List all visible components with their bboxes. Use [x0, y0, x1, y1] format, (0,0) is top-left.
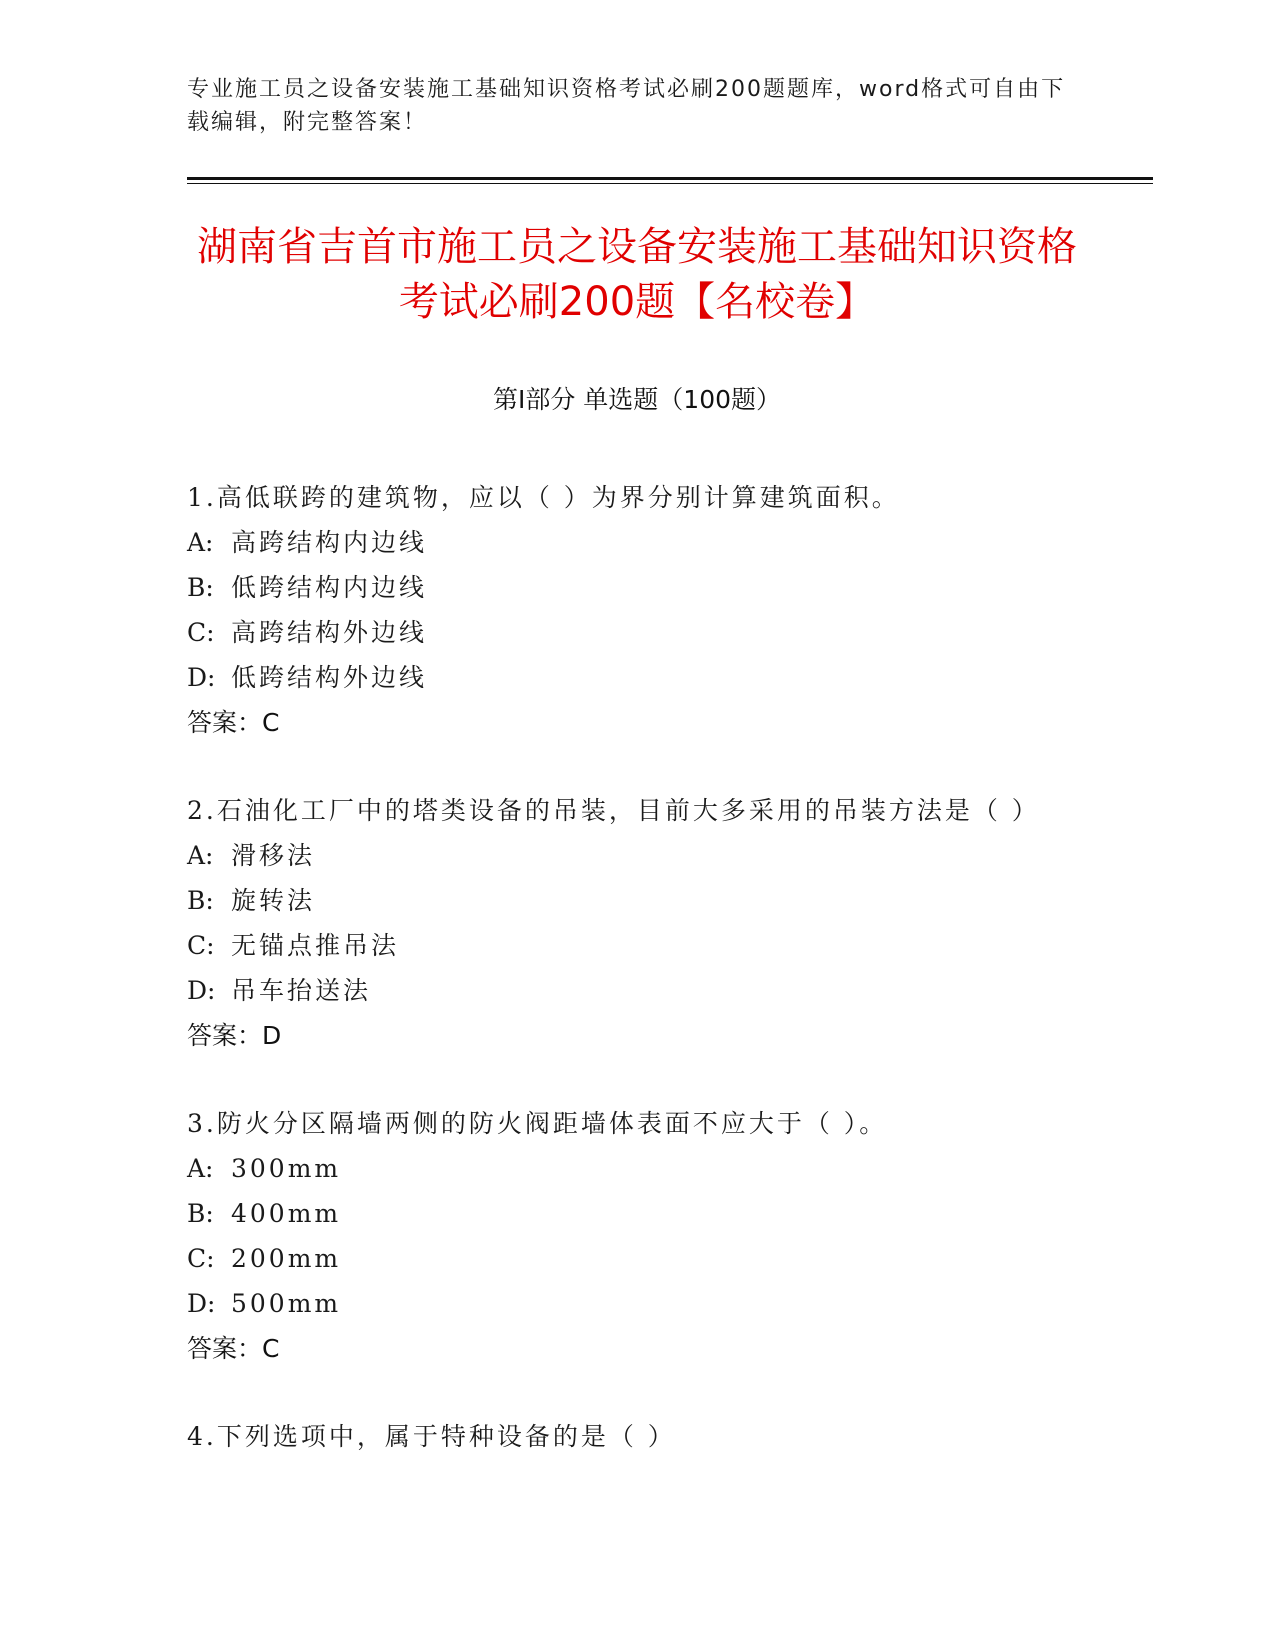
question-2 — [187, 788, 1087, 1058]
option-text: 旋转法 — [231, 886, 316, 915]
option-b — [187, 565, 1087, 610]
answer: 答案：C — [187, 1334, 280, 1363]
option-a — [187, 833, 1087, 878]
option-text: 滑移法 — [231, 841, 316, 870]
option-text: 500mm — [231, 1289, 342, 1318]
option-letter: C: — [187, 618, 215, 647]
question-stem: 2.石油化工厂中的塔类设备的吊装，目前大多采用的吊装方法是（ ） — [187, 796, 1040, 825]
option-letter: D: — [187, 1289, 216, 1318]
option-text: 300mm — [231, 1154, 342, 1183]
option-text: 高跨结构外边线 — [231, 618, 428, 647]
answer: 答案：D — [187, 1021, 282, 1050]
option-a — [187, 520, 1087, 565]
option-letter: B: — [187, 1199, 214, 1228]
option-letter: B: — [187, 573, 214, 602]
header-rule-thin — [187, 183, 1153, 184]
option-letter: A: — [187, 1154, 214, 1183]
document-title: 湖南省吉首市施工员之设备安装施工基础知识资格考试必刷200题【名校卷】 — [197, 224, 1077, 325]
option-c — [187, 923, 1087, 968]
option-text: 低跨结构外边线 — [231, 663, 428, 692]
option-letter: C: — [187, 931, 215, 960]
option-a — [187, 1146, 1087, 1191]
option-letter: B: — [187, 886, 214, 915]
option-b — [187, 1191, 1087, 1236]
question-list — [187, 475, 1087, 1502]
option-d — [187, 655, 1087, 700]
header-note: 专业施工员之设备安装施工基础知识资格考试必刷200题题库，word格式可自由下载编辑，附完整答案！ — [187, 77, 1066, 135]
option-text: 400mm — [231, 1199, 342, 1228]
option-text: 无锚点推吊法 — [231, 931, 400, 960]
question-stem: 1.高低联跨的建筑物，应以（ ）为界分别计算建筑面积。 — [187, 483, 900, 512]
question-stem: 3.防火分区隔墙两侧的防火阀距墙体表面不应大于（ ）。 — [187, 1109, 888, 1138]
option-d — [187, 968, 1087, 1013]
answer: 答案：C — [187, 708, 280, 737]
option-c — [187, 610, 1087, 655]
question-4 — [187, 1414, 1087, 1459]
option-c — [187, 1236, 1087, 1281]
option-letter: D: — [187, 663, 216, 692]
section-title: 第I部分 单选题（100题） — [492, 385, 782, 414]
option-text: 低跨结构内边线 — [231, 573, 428, 602]
option-text: 高跨结构内边线 — [231, 528, 428, 557]
option-letter: D: — [187, 976, 216, 1005]
option-letter: A: — [187, 528, 214, 557]
question-1 — [187, 475, 1087, 745]
option-d — [187, 1281, 1087, 1326]
option-text: 200mm — [231, 1244, 342, 1273]
option-b — [187, 878, 1087, 923]
option-letter: A: — [187, 841, 214, 870]
question-stem: 4.下列选项中，属于特种设备的是（ ） — [187, 1422, 676, 1451]
question-3 — [187, 1101, 1087, 1371]
option-text: 吊车抬送法 — [231, 976, 372, 1005]
header-rule-thick — [187, 177, 1153, 180]
option-letter: C: — [187, 1244, 215, 1273]
